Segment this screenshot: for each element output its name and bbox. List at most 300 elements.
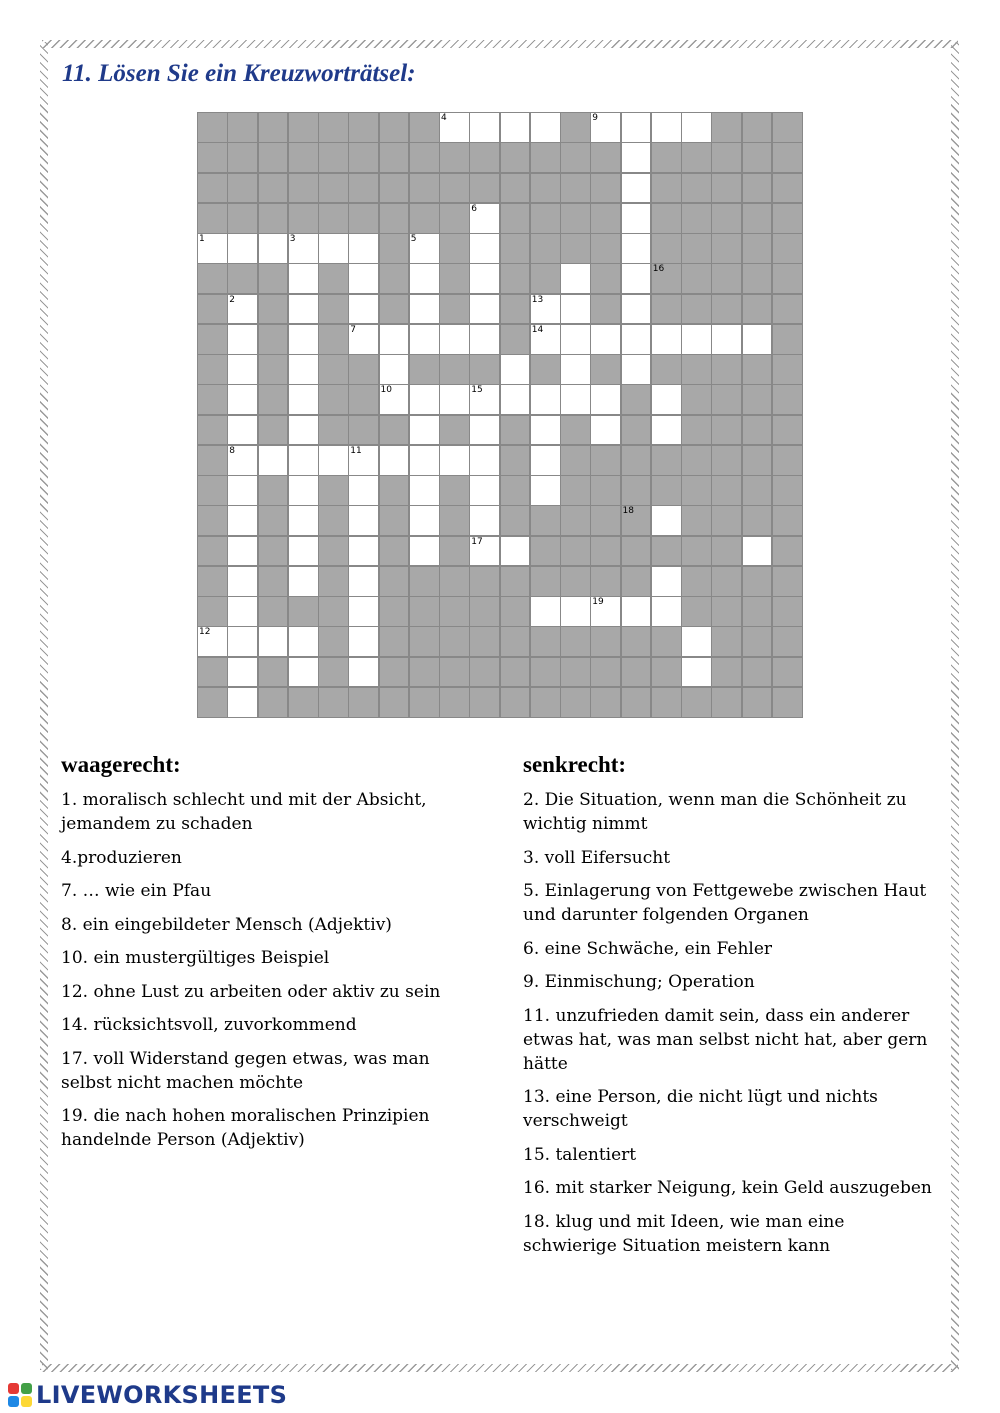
letter-input[interactable] — [531, 385, 560, 414]
letter-input[interactable] — [440, 446, 469, 475]
letter-input[interactable] — [289, 537, 318, 566]
grid-cell-blocked — [742, 566, 773, 597]
grid-cell-open[interactable] — [227, 384, 258, 415]
grid-cell-open[interactable] — [318, 233, 349, 264]
grid-cell-open[interactable] — [469, 445, 500, 476]
grid-cell-open[interactable] — [227, 233, 258, 264]
grid-cell-blocked — [651, 354, 682, 385]
letter-input[interactable] — [410, 446, 439, 475]
grid-cell-open[interactable] — [318, 445, 349, 476]
grid-cell-blocked — [772, 233, 803, 264]
grid-cell-open[interactable] — [409, 324, 440, 355]
grid-cell-open[interactable] — [530, 415, 561, 446]
letter-input[interactable] — [228, 688, 257, 717]
letter-input[interactable] — [410, 295, 439, 324]
grid-cell-open[interactable] — [439, 324, 470, 355]
grid-cell-open[interactable] — [409, 475, 440, 506]
letter-input[interactable] — [349, 597, 378, 626]
letter-input[interactable] — [228, 385, 257, 414]
grid-cell-blocked — [500, 505, 531, 536]
letter-input[interactable] — [743, 325, 772, 354]
grid-cell-open[interactable] — [590, 324, 621, 355]
grid-cell-open[interactable] — [348, 475, 379, 506]
letter-input[interactable] — [561, 264, 590, 293]
grid-cell-open[interactable] — [560, 354, 591, 385]
grid-cell-blocked — [288, 112, 319, 143]
letter-input[interactable] — [712, 325, 741, 354]
grid-cell-open[interactable] — [409, 505, 440, 536]
grid-cell-blocked — [439, 505, 470, 536]
letter-input[interactable] — [349, 506, 378, 535]
grid-cell-open[interactable] — [651, 384, 682, 415]
letter-input[interactable] — [531, 597, 560, 626]
letter-input[interactable] — [259, 234, 288, 263]
grid-cell-open[interactable] — [348, 263, 379, 294]
letter-input[interactable] — [622, 597, 651, 626]
letter-input[interactable] — [682, 325, 711, 354]
grid-cell-open[interactable] — [288, 354, 319, 385]
letter-input[interactable] — [652, 113, 681, 142]
grid-cell-open[interactable] — [288, 475, 319, 506]
grid-cell-blocked — [500, 445, 531, 476]
grid-cell-open[interactable] — [409, 415, 440, 446]
letter-input[interactable] — [228, 325, 257, 354]
grid-cell-open[interactable] — [681, 112, 712, 143]
grid-cell-open[interactable] — [197, 626, 228, 657]
letter-input[interactable] — [228, 416, 257, 445]
letter-input[interactable] — [591, 325, 620, 354]
grid-cell-open[interactable] — [227, 566, 258, 597]
grid-cell-blocked — [621, 626, 652, 657]
grid-cell-open[interactable] — [348, 505, 379, 536]
grid-cell-open[interactable] — [651, 112, 682, 143]
grid-cell-blocked — [469, 142, 500, 173]
grid-cell-open[interactable] — [469, 505, 500, 536]
grid-cell-open[interactable] — [651, 324, 682, 355]
grid-cell-blocked — [590, 233, 621, 264]
grid-cell-open[interactable] — [681, 657, 712, 688]
grid-cell-open[interactable] — [621, 142, 652, 173]
grid-cell-open[interactable] — [288, 263, 319, 294]
letter-input[interactable] — [470, 416, 499, 445]
grid-cell-open[interactable] — [348, 657, 379, 688]
letter-input[interactable] — [622, 234, 651, 263]
letter-input[interactable] — [591, 385, 620, 414]
grid-cell-blocked — [651, 475, 682, 506]
letter-input[interactable] — [622, 143, 651, 172]
grid-cell-open[interactable] — [258, 626, 289, 657]
grid-cell-blocked — [651, 687, 682, 718]
grid-cell-open[interactable] — [348, 596, 379, 627]
grid-cell-open[interactable] — [409, 384, 440, 415]
letter-input[interactable] — [380, 355, 409, 384]
letter-input[interactable] — [319, 446, 348, 475]
grid-cell-open[interactable] — [651, 596, 682, 627]
grid-cell-blocked — [681, 142, 712, 173]
letter-input[interactable] — [228, 627, 257, 656]
letter-input[interactable] — [259, 446, 288, 475]
grid-cell-open[interactable] — [621, 596, 652, 627]
grid-cell-blocked — [621, 505, 652, 536]
letter-input[interactable] — [349, 295, 378, 324]
letter-input[interactable] — [561, 385, 590, 414]
grid-cell-blocked — [439, 294, 470, 325]
grid-cell-blocked — [772, 324, 803, 355]
letter-input[interactable] — [682, 658, 711, 687]
grid-cell-blocked — [348, 173, 379, 204]
letter-input[interactable] — [470, 325, 499, 354]
grid-cell-open[interactable] — [379, 445, 410, 476]
grid-cell-open[interactable] — [711, 324, 742, 355]
grid-cell-open[interactable] — [742, 324, 773, 355]
grid-cell-open[interactable] — [288, 445, 319, 476]
grid-cell-blocked — [651, 294, 682, 325]
grid-cell-open[interactable] — [500, 536, 531, 567]
grid-cell-blocked — [379, 233, 410, 264]
grid-cell-open[interactable] — [348, 566, 379, 597]
grid-cell-open[interactable] — [227, 536, 258, 567]
grid-cell-open[interactable] — [348, 294, 379, 325]
letter-input[interactable] — [470, 446, 499, 475]
grid-cell-open[interactable] — [530, 445, 561, 476]
letter-input[interactable] — [622, 355, 651, 384]
letter-input[interactable] — [622, 325, 651, 354]
letter-input[interactable] — [349, 567, 378, 596]
letter-input[interactable] — [410, 537, 439, 566]
grid-cell-open[interactable] — [258, 233, 289, 264]
letter-input[interactable] — [561, 355, 590, 384]
grid-cell-open[interactable] — [590, 415, 621, 446]
letter-input[interactable] — [561, 597, 590, 626]
letter-input[interactable] — [622, 295, 651, 324]
grid-cell-open[interactable] — [560, 384, 591, 415]
grid-cell-open[interactable] — [742, 536, 773, 567]
grid-cell-open[interactable] — [681, 324, 712, 355]
letter-input[interactable] — [289, 264, 318, 293]
grid-cell-blocked — [348, 354, 379, 385]
grid-cell-open[interactable] — [530, 112, 561, 143]
grid-cell-open[interactable] — [469, 536, 500, 567]
clue-number: 4 — [441, 113, 447, 123]
grid-cell-open[interactable] — [469, 324, 500, 355]
letter-input[interactable] — [289, 446, 318, 475]
letter-input[interactable] — [652, 506, 681, 535]
grid-cell-open[interactable] — [621, 203, 652, 234]
letter-input[interactable] — [410, 476, 439, 505]
letter-input[interactable] — [410, 385, 439, 414]
letter-input[interactable] — [622, 113, 651, 142]
grid-cell-open[interactable] — [288, 657, 319, 688]
grid-cell-blocked — [439, 415, 470, 446]
letter-input[interactable] — [349, 627, 378, 656]
grid-cell-blocked — [681, 233, 712, 264]
grid-cell-open[interactable] — [348, 445, 379, 476]
grid-cell-blocked — [318, 112, 349, 143]
grid-cell-blocked — [318, 415, 349, 446]
grid-cell-open[interactable] — [560, 324, 591, 355]
grid-cell-blocked — [409, 566, 440, 597]
grid-cell-open[interactable] — [409, 294, 440, 325]
grid-cell-open[interactable] — [409, 263, 440, 294]
letter-input[interactable] — [319, 234, 348, 263]
grid-cell-open[interactable] — [227, 596, 258, 627]
grid-cell-blocked — [379, 566, 410, 597]
letter-input[interactable] — [410, 264, 439, 293]
grid-cell-open[interactable] — [379, 324, 410, 355]
grid-cell-open[interactable] — [288, 505, 319, 536]
letter-input[interactable] — [228, 234, 257, 263]
letter-input[interactable] — [289, 658, 318, 687]
grid-cell-open[interactable] — [227, 475, 258, 506]
grid-cell-open[interactable] — [288, 233, 319, 264]
letter-input[interactable] — [622, 174, 651, 203]
grid-cell-open[interactable] — [348, 536, 379, 567]
grid-cell-blocked — [590, 687, 621, 718]
grid-cell-blocked — [621, 657, 652, 688]
grid-cell-blocked — [379, 505, 410, 536]
across-clue: 7. … wie ein Pfau — [61, 881, 212, 901]
grid-cell-open[interactable] — [348, 324, 379, 355]
grid-cell-blocked — [348, 415, 379, 446]
letter-input[interactable] — [228, 567, 257, 596]
letter-input[interactable] — [228, 506, 257, 535]
letter-input[interactable] — [561, 325, 590, 354]
letter-input[interactable] — [410, 416, 439, 445]
grid-cell-blocked — [772, 445, 803, 476]
letter-input[interactable] — [228, 537, 257, 566]
letter-input[interactable] — [652, 385, 681, 414]
grid-cell-blocked — [651, 263, 682, 294]
letter-input[interactable] — [470, 234, 499, 263]
grid-cell-open[interactable] — [288, 294, 319, 325]
across-clues — [61, 752, 461, 1162]
grid-cell-open[interactable] — [590, 112, 621, 143]
grid-cell-blocked — [469, 596, 500, 627]
letter-input[interactable] — [440, 385, 469, 414]
grid-cell-open[interactable] — [651, 566, 682, 597]
clue-number: 19 — [592, 597, 604, 607]
letter-input[interactable] — [289, 355, 318, 384]
grid-cell-open[interactable] — [590, 596, 621, 627]
letter-input[interactable] — [531, 113, 560, 142]
grid-cell-open[interactable] — [348, 233, 379, 264]
grid-cell-open[interactable] — [621, 294, 652, 325]
letter-input[interactable] — [289, 506, 318, 535]
letter-input[interactable] — [531, 476, 560, 505]
letter-input[interactable] — [470, 264, 499, 293]
grid-cell-blocked — [651, 203, 682, 234]
grid-cell-open[interactable] — [500, 384, 531, 415]
grid-cell-blocked — [379, 203, 410, 234]
letter-input[interactable] — [652, 567, 681, 596]
grid-cell-blocked — [560, 173, 591, 204]
grid-cell-open[interactable] — [500, 112, 531, 143]
grid-cell-open[interactable] — [258, 445, 289, 476]
letter-input[interactable] — [380, 446, 409, 475]
grid-cell-open[interactable] — [288, 415, 319, 446]
grid-cell-open[interactable] — [651, 505, 682, 536]
letter-input[interactable] — [228, 597, 257, 626]
grid-cell-open[interactable] — [439, 445, 470, 476]
grid-cell-blocked — [348, 112, 379, 143]
letter-input[interactable] — [349, 234, 378, 263]
letter-input[interactable] — [410, 325, 439, 354]
grid-cell-open[interactable] — [348, 626, 379, 657]
grid-cell-blocked — [590, 354, 621, 385]
clue-number: 18 — [622, 506, 634, 517]
grid-cell-open[interactable] — [288, 536, 319, 567]
grid-cell-blocked — [530, 173, 561, 204]
grid-cell-open[interactable] — [197, 233, 228, 264]
grid-cell-blocked — [197, 657, 228, 688]
letter-input[interactable] — [652, 416, 681, 445]
grid-cell-open[interactable] — [621, 112, 652, 143]
grid-cell-open[interactable] — [469, 203, 500, 234]
grid-cell-open[interactable] — [379, 384, 410, 415]
letter-input[interactable] — [289, 295, 318, 324]
border-bottom — [42, 1364, 958, 1372]
grid-cell-open[interactable] — [469, 294, 500, 325]
grid-cell-open[interactable] — [530, 384, 561, 415]
grid-cell-open[interactable] — [469, 475, 500, 506]
grid-cell-blocked — [500, 626, 531, 657]
letter-input[interactable] — [228, 355, 257, 384]
letter-input[interactable] — [349, 537, 378, 566]
grid-cell-open[interactable] — [439, 112, 470, 143]
letter-input[interactable] — [410, 506, 439, 535]
grid-cell-open[interactable] — [288, 384, 319, 415]
letter-input[interactable] — [682, 627, 711, 656]
letter-input[interactable] — [501, 537, 530, 566]
grid-cell-open[interactable] — [409, 445, 440, 476]
grid-cell-open[interactable] — [469, 112, 500, 143]
grid-cell-open[interactable] — [227, 505, 258, 536]
grid-cell-open[interactable] — [560, 263, 591, 294]
grid-cell-blocked — [197, 475, 228, 506]
grid-cell-open[interactable] — [500, 354, 531, 385]
grid-cell-open[interactable] — [227, 354, 258, 385]
grid-cell-open[interactable] — [409, 233, 440, 264]
grid-cell-blocked — [772, 142, 803, 173]
grid-cell-blocked — [379, 596, 410, 627]
letter-input[interactable] — [501, 385, 530, 414]
down-clue: 3. voll Eifersucht — [523, 847, 671, 868]
grid-cell-open[interactable] — [288, 626, 319, 657]
letter-input[interactable] — [349, 658, 378, 687]
grid-cell-open[interactable] — [560, 596, 591, 627]
letter-input[interactable] — [228, 658, 257, 687]
letter-input[interactable] — [682, 113, 711, 142]
letter-input[interactable] — [531, 416, 560, 445]
letter-input[interactable] — [470, 295, 499, 324]
grid-cell-open[interactable] — [530, 294, 561, 325]
grid-cell-open[interactable] — [651, 415, 682, 446]
grid-cell-open[interactable] — [227, 415, 258, 446]
letter-input[interactable] — [652, 325, 681, 354]
grid-cell-open[interactable] — [621, 233, 652, 264]
grid-cell-open[interactable] — [621, 173, 652, 204]
grid-cell-open[interactable] — [681, 626, 712, 657]
letter-input[interactable] — [289, 627, 318, 656]
grid-cell-open[interactable] — [621, 354, 652, 385]
grid-cell-blocked — [439, 626, 470, 657]
grid-cell-open[interactable] — [560, 294, 591, 325]
letter-input[interactable] — [743, 537, 772, 566]
letter-input[interactable] — [259, 627, 288, 656]
grid-cell-blocked — [560, 415, 591, 446]
letter-input[interactable] — [289, 416, 318, 445]
letter-input[interactable] — [652, 597, 681, 626]
down-clue-list — [523, 788, 943, 1258]
grid-cell-blocked — [681, 475, 712, 506]
letter-input[interactable] — [289, 476, 318, 505]
letter-input[interactable] — [228, 476, 257, 505]
grid-cell-open[interactable] — [590, 384, 621, 415]
grid-cell-open[interactable] — [621, 263, 652, 294]
grid-cell-open[interactable] — [530, 475, 561, 506]
letter-input[interactable] — [349, 476, 378, 505]
grid-cell-blocked — [681, 173, 712, 204]
grid-cell-open[interactable] — [469, 415, 500, 446]
grid-cell-open[interactable] — [227, 324, 258, 355]
grid-cell-blocked — [258, 657, 289, 688]
grid-cell-blocked — [711, 173, 742, 204]
grid-cell-open[interactable] — [469, 233, 500, 264]
grid-cell-open[interactable] — [409, 536, 440, 567]
letter-input[interactable] — [501, 355, 530, 384]
grid-cell-open[interactable] — [227, 445, 258, 476]
letter-input[interactable] — [591, 416, 620, 445]
letter-input[interactable] — [561, 295, 590, 324]
grid-cell-open[interactable] — [288, 324, 319, 355]
letter-input[interactable] — [289, 325, 318, 354]
down-clue: 11. unzufrieden damit sein, dass ein anderer etwas hat, was man selbst nicht hat, aber gern hätte — [523, 1005, 928, 1074]
grid-cell-open[interactable] — [469, 263, 500, 294]
grid-cell-open[interactable] — [530, 596, 561, 627]
grid-cell-open[interactable] — [227, 294, 258, 325]
letter-input[interactable] — [440, 325, 469, 354]
grid-cell-blocked — [772, 626, 803, 657]
letter-input[interactable] — [470, 476, 499, 505]
grid-cell-open[interactable] — [227, 687, 258, 718]
letter-input[interactable] — [289, 567, 318, 596]
letter-input[interactable] — [349, 264, 378, 293]
letter-input[interactable] — [531, 446, 560, 475]
letter-input[interactable] — [380, 325, 409, 354]
grid-cell-open[interactable] — [621, 324, 652, 355]
letter-input[interactable] — [622, 264, 651, 293]
letter-input[interactable] — [622, 204, 651, 233]
grid-cell-open[interactable] — [439, 384, 470, 415]
grid-cell-blocked — [530, 263, 561, 294]
letter-input[interactable] — [501, 113, 530, 142]
letter-input[interactable] — [289, 385, 318, 414]
grid-cell-open[interactable] — [288, 566, 319, 597]
grid-cell-open[interactable] — [227, 626, 258, 657]
grid-cell-blocked — [772, 687, 803, 718]
letter-input[interactable] — [470, 506, 499, 535]
grid-cell-blocked — [227, 112, 258, 143]
grid-cell-open[interactable] — [379, 354, 410, 385]
letter-input[interactable] — [470, 113, 499, 142]
grid-cell-open[interactable] — [227, 657, 258, 688]
grid-cell-blocked — [288, 596, 319, 627]
grid-cell-open[interactable] — [530, 324, 561, 355]
grid-cell-open[interactable] — [469, 384, 500, 415]
grid-cell-blocked — [772, 505, 803, 536]
grid-cell-blocked — [348, 142, 379, 173]
grid-cell-blocked — [681, 687, 712, 718]
